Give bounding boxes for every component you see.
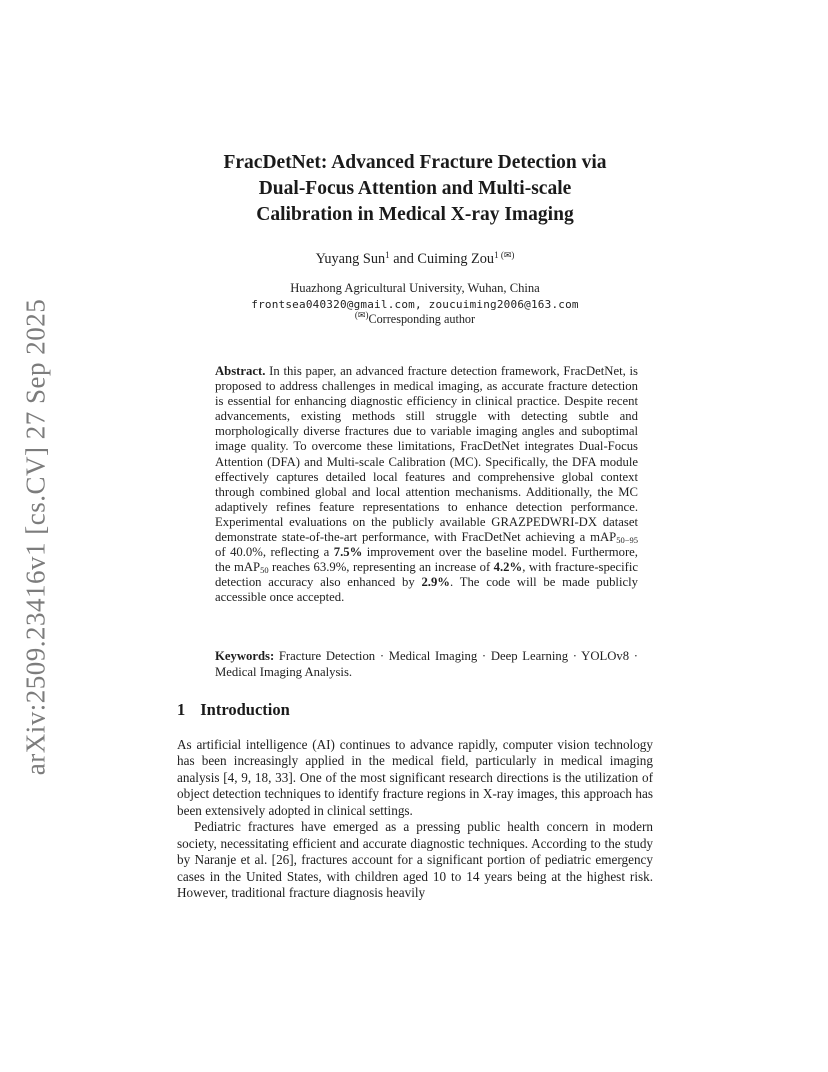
introduction-body (177, 737, 653, 902)
abstract-section (215, 364, 638, 606)
arxiv-watermark: arXiv:2509.23416v1 [cs.CV] 27 Sep 2025 (20, 298, 51, 776)
introduction-paragraph-2: Pediatric fractures have emerged as a pressing public health concern in modern society, necessitating efficient and accurate diagnostic techniques. According to the study by Naranje et al. [26], fractures account for a significant portion of pediatric emergency cases in the United States, with children aged 10 to 14 years being at the highest risk. However, traditional fracture diagnosis heavily (177, 819, 653, 901)
section-heading-introduction (177, 700, 290, 720)
author-2: Cuiming Zou (417, 251, 495, 267)
envelope-icon: (✉) (354, 310, 369, 321)
title-line-1: FracDetNet: Advanced Fracture Detection via (223, 152, 607, 173)
abstract-label: Abstract. (215, 364, 266, 378)
paper-title (177, 150, 653, 228)
section-number: 1 (177, 700, 186, 719)
author-1-affiliation-mark: 1 (385, 250, 390, 260)
improvement-value: 7.5% (333, 545, 363, 560)
corresponding-author-note: (✉)Corresponding author (354, 310, 476, 327)
author-emails: frontsea040320@gmail.com, zoucuiming2006@163.com (251, 297, 579, 311)
title-line-3: Calibration in Medical X-ray Imaging (256, 204, 574, 225)
introduction-paragraph-1: As artificial intelligence (AI) continues to advance rapidly, computer vision technology has been increasingly applied in the medical field, particularly in medical imaging analysis [4, 9, 18, 33]. One of the most significant research directions is the utilization of object detection techniques to identify fracture regions in X-ray images, this approach has been extensively adopted in clinical settings. (177, 737, 653, 818)
authors-line (177, 251, 653, 268)
accuracy-value: 2.9% (421, 575, 450, 590)
keywords-list: Fracture Detection · Medical Imaging · Deep Learning · YOLOv8 · Medical Imaging Analysis. (215, 649, 638, 679)
map-subscript-50-95: 50−95 (616, 535, 638, 546)
affiliation: Huazhong Agricultural University, Wuhan, China (290, 281, 540, 295)
increase-value: 4.2% (493, 560, 523, 575)
keywords-label: Keywords: (215, 649, 275, 663)
map-subscript-50: 50 (260, 565, 269, 576)
title-line-2: Dual-Focus Attention and Multi-scale (258, 178, 572, 199)
section-title: Introduction (200, 700, 290, 719)
author-2-affiliation-mark: 1 (✉) (494, 250, 515, 260)
authors-connector: and (389, 251, 418, 267)
author-1: Yuyang Sun (315, 251, 386, 267)
affiliation-block (177, 281, 653, 328)
abstract-paragraph: Abstract. In this paper, an advanced fracture detection framework, FracDetNet, is proposed to address challenges in medical imaging, as accurate fracture detection is essential for enhancing diagnostic efficiency in clinical practice. Despite recent advancements, existing methods still struggle with detecting subtle and morphologically diverse fractures due to variable imaging angles and suboptimal image quality. To overcome these limitations, FracDetNet integrates Dual-Focus Attention (DFA) and Multi-scale Calibration (MC). Specifically, the DFA module effectively captures detailed local features and comprehensive global context through combined global and local attention mechanisms. Additionally, the MC adaptively refines feature representations to enhance detection performance. Experimental evaluations on the publicly available GRAZPEDWRI-DX dataset demonstrate state-of-the-art performance, with FracDetNet achieving a mAP$_{50-95}$ of 40.0%, reflecting a 7.5% improvement over the baseline model. Furthermore, the mAP$_{50}$ reaches 63.9%, representing an increase of 4.2%, with fracture-specific detection accuracy also enhanced by 2.9%. The code will be made publicly accessible once accepted. (215, 364, 638, 605)
keywords-section (215, 649, 638, 680)
